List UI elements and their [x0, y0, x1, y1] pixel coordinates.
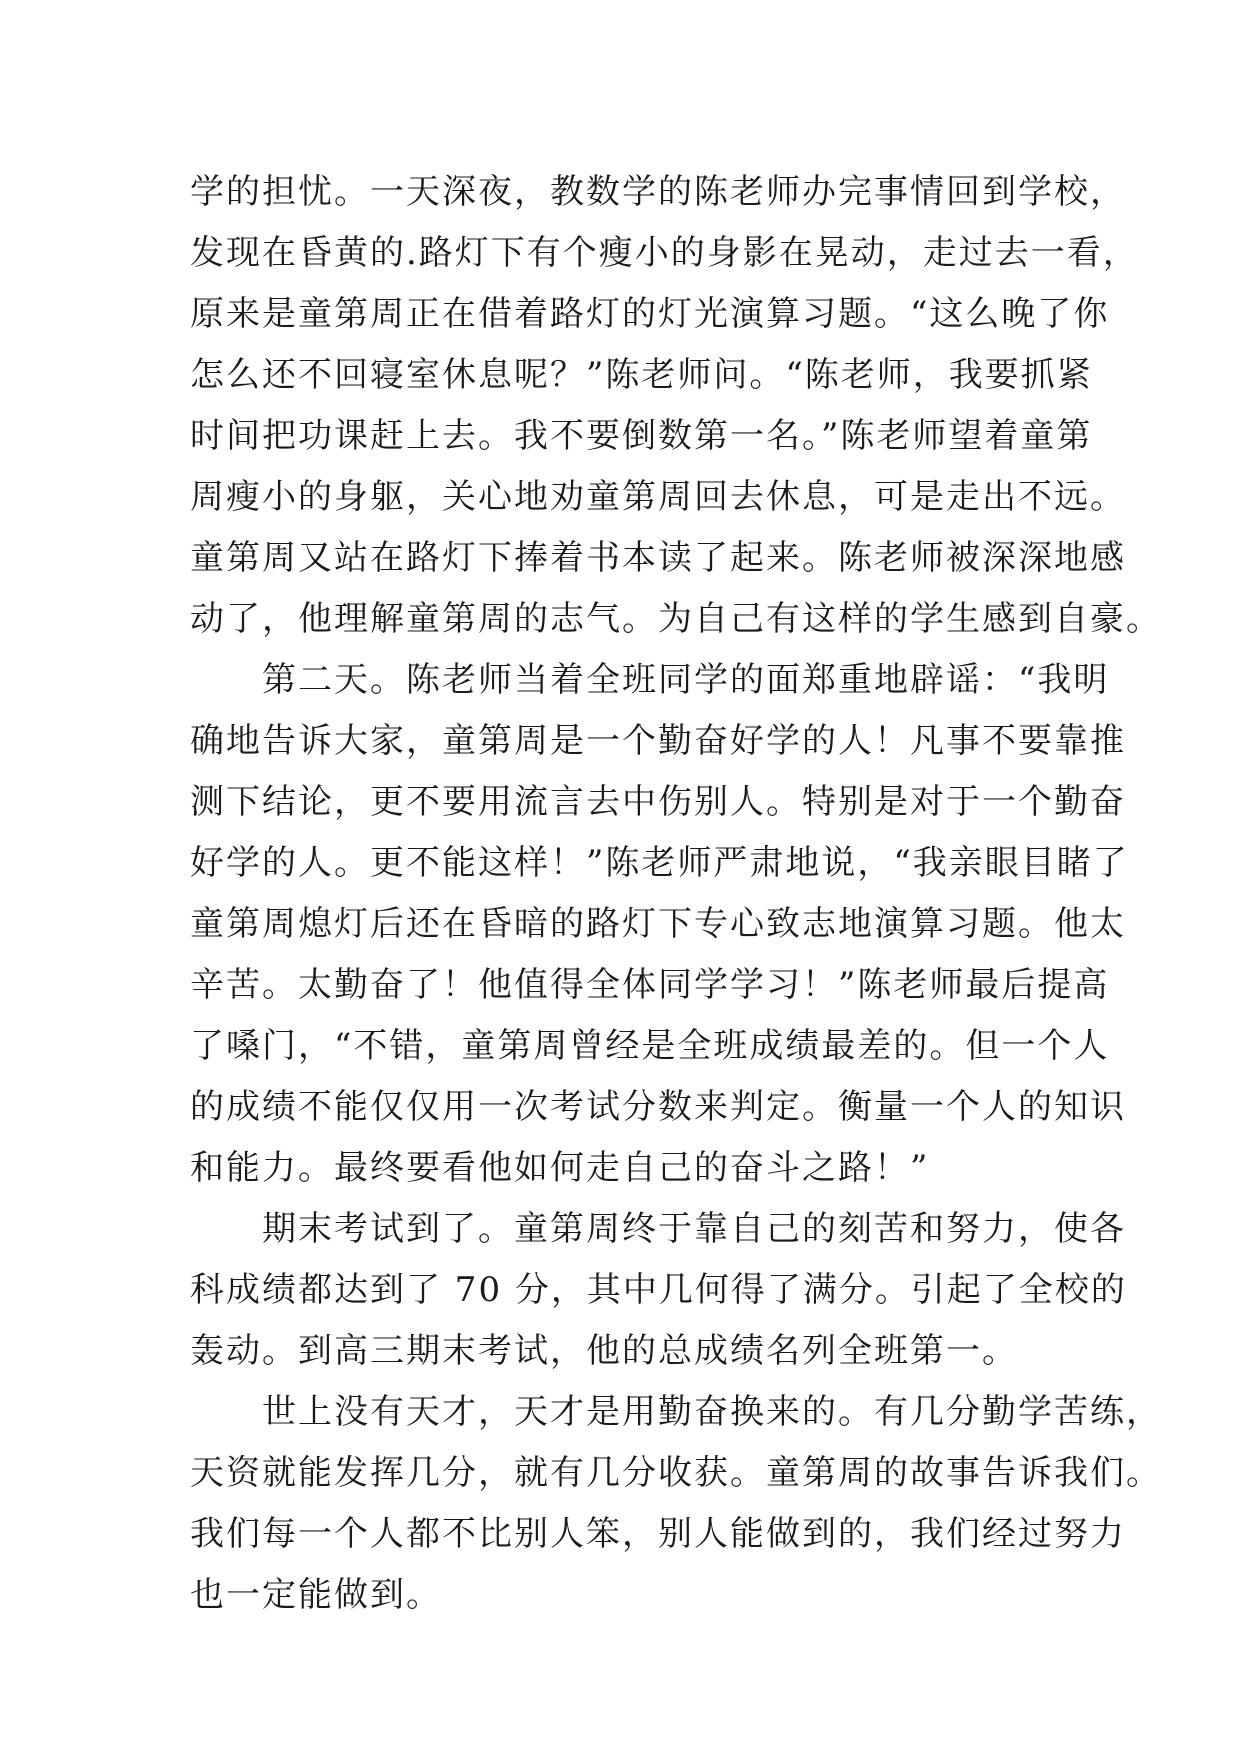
text-line: 学的担忧。一天深夜，教数学的陈老师办完事情回到学校， — [190, 172, 1126, 212]
text-line: 好学的人。更不能这样！”陈老师严肃地说，“我亲眼目睹了 — [190, 843, 1129, 883]
text-line: 发现在昏黄的.路灯下有个瘦小的身影在晃动，走过去一看， — [190, 233, 1139, 273]
text-line: 的成绩不能仅仅用一次考试分数来判定。衡量一个人的知识 — [190, 1087, 1126, 1127]
text-line: 期末考试到了。童第周终于靠自己的刻苦和努力，使各 — [190, 1209, 1126, 1249]
text-line: 了嗓门，“不错，童第周曾经是全班成绩最差的。但一个人 — [190, 1026, 1110, 1066]
text-line: 天资就能发挥几分，就有几分收获。童第周的故事告诉我们。 — [190, 1453, 1162, 1493]
text-line: 动了，他理解童第周的志气。为自己有这样的学生感到自豪。 — [190, 599, 1162, 639]
document-page — [190, 162, 1162, 1626]
text-line: 怎么还不回寝室休息呢？”陈老师问。“陈老师，我要抓紧 — [190, 355, 1093, 395]
text-line: 确地告诉大家，童第周是一个勤奋好学的人！凡事不要靠推 — [190, 721, 1126, 761]
text-line: 原来是童第周正在借着路灯的灯光演算习题。“这么晚了你 — [190, 294, 1110, 334]
text-line: 第二天。陈老师当着全班同学的面郑重地辟谣：“我明 — [190, 660, 1110, 700]
text-line: 时间把功课赶上去。我不要倒数第一名。”陈老师望着童第 — [190, 416, 1093, 456]
text-line: 童第周又站在路灯下捧着书本读了起来。陈老师被深深地感 — [190, 538, 1126, 578]
text-line: 轰动。到高三期末考试，他的总成绩名列全班第一。 — [190, 1331, 1018, 1371]
text-line: 科成绩都达到了 70 分，其中几何得了满分。引起了全校的 — [190, 1270, 1127, 1310]
text-line: 世上没有天才，天才是用勤奋换来的。有几分勤学苦练， — [190, 1392, 1162, 1432]
text-line: 也一定能做到。 — [190, 1575, 442, 1615]
text-line: 和能力。最终要看他如何走自己的奋斗之路！” — [190, 1148, 930, 1188]
text-line: 测下结论，更不要用流言去中伤别人。特别是对于一个勤奋 — [190, 782, 1126, 822]
text-line: 辛苦。太勤奋了！他值得全体同学学习！”陈老师最后提高 — [190, 965, 1110, 1005]
text-line: 周瘦小的身躯，关心地劝童第周回去休息，可是走出不远。 — [190, 477, 1126, 517]
text-line: 童第周熄灯后还在昏暗的路灯下专心致志地演算习题。他太 — [190, 904, 1126, 944]
text-line: 我们每一个人都不比别人笨，别人能做到的，我们经过努力 — [190, 1514, 1126, 1554]
